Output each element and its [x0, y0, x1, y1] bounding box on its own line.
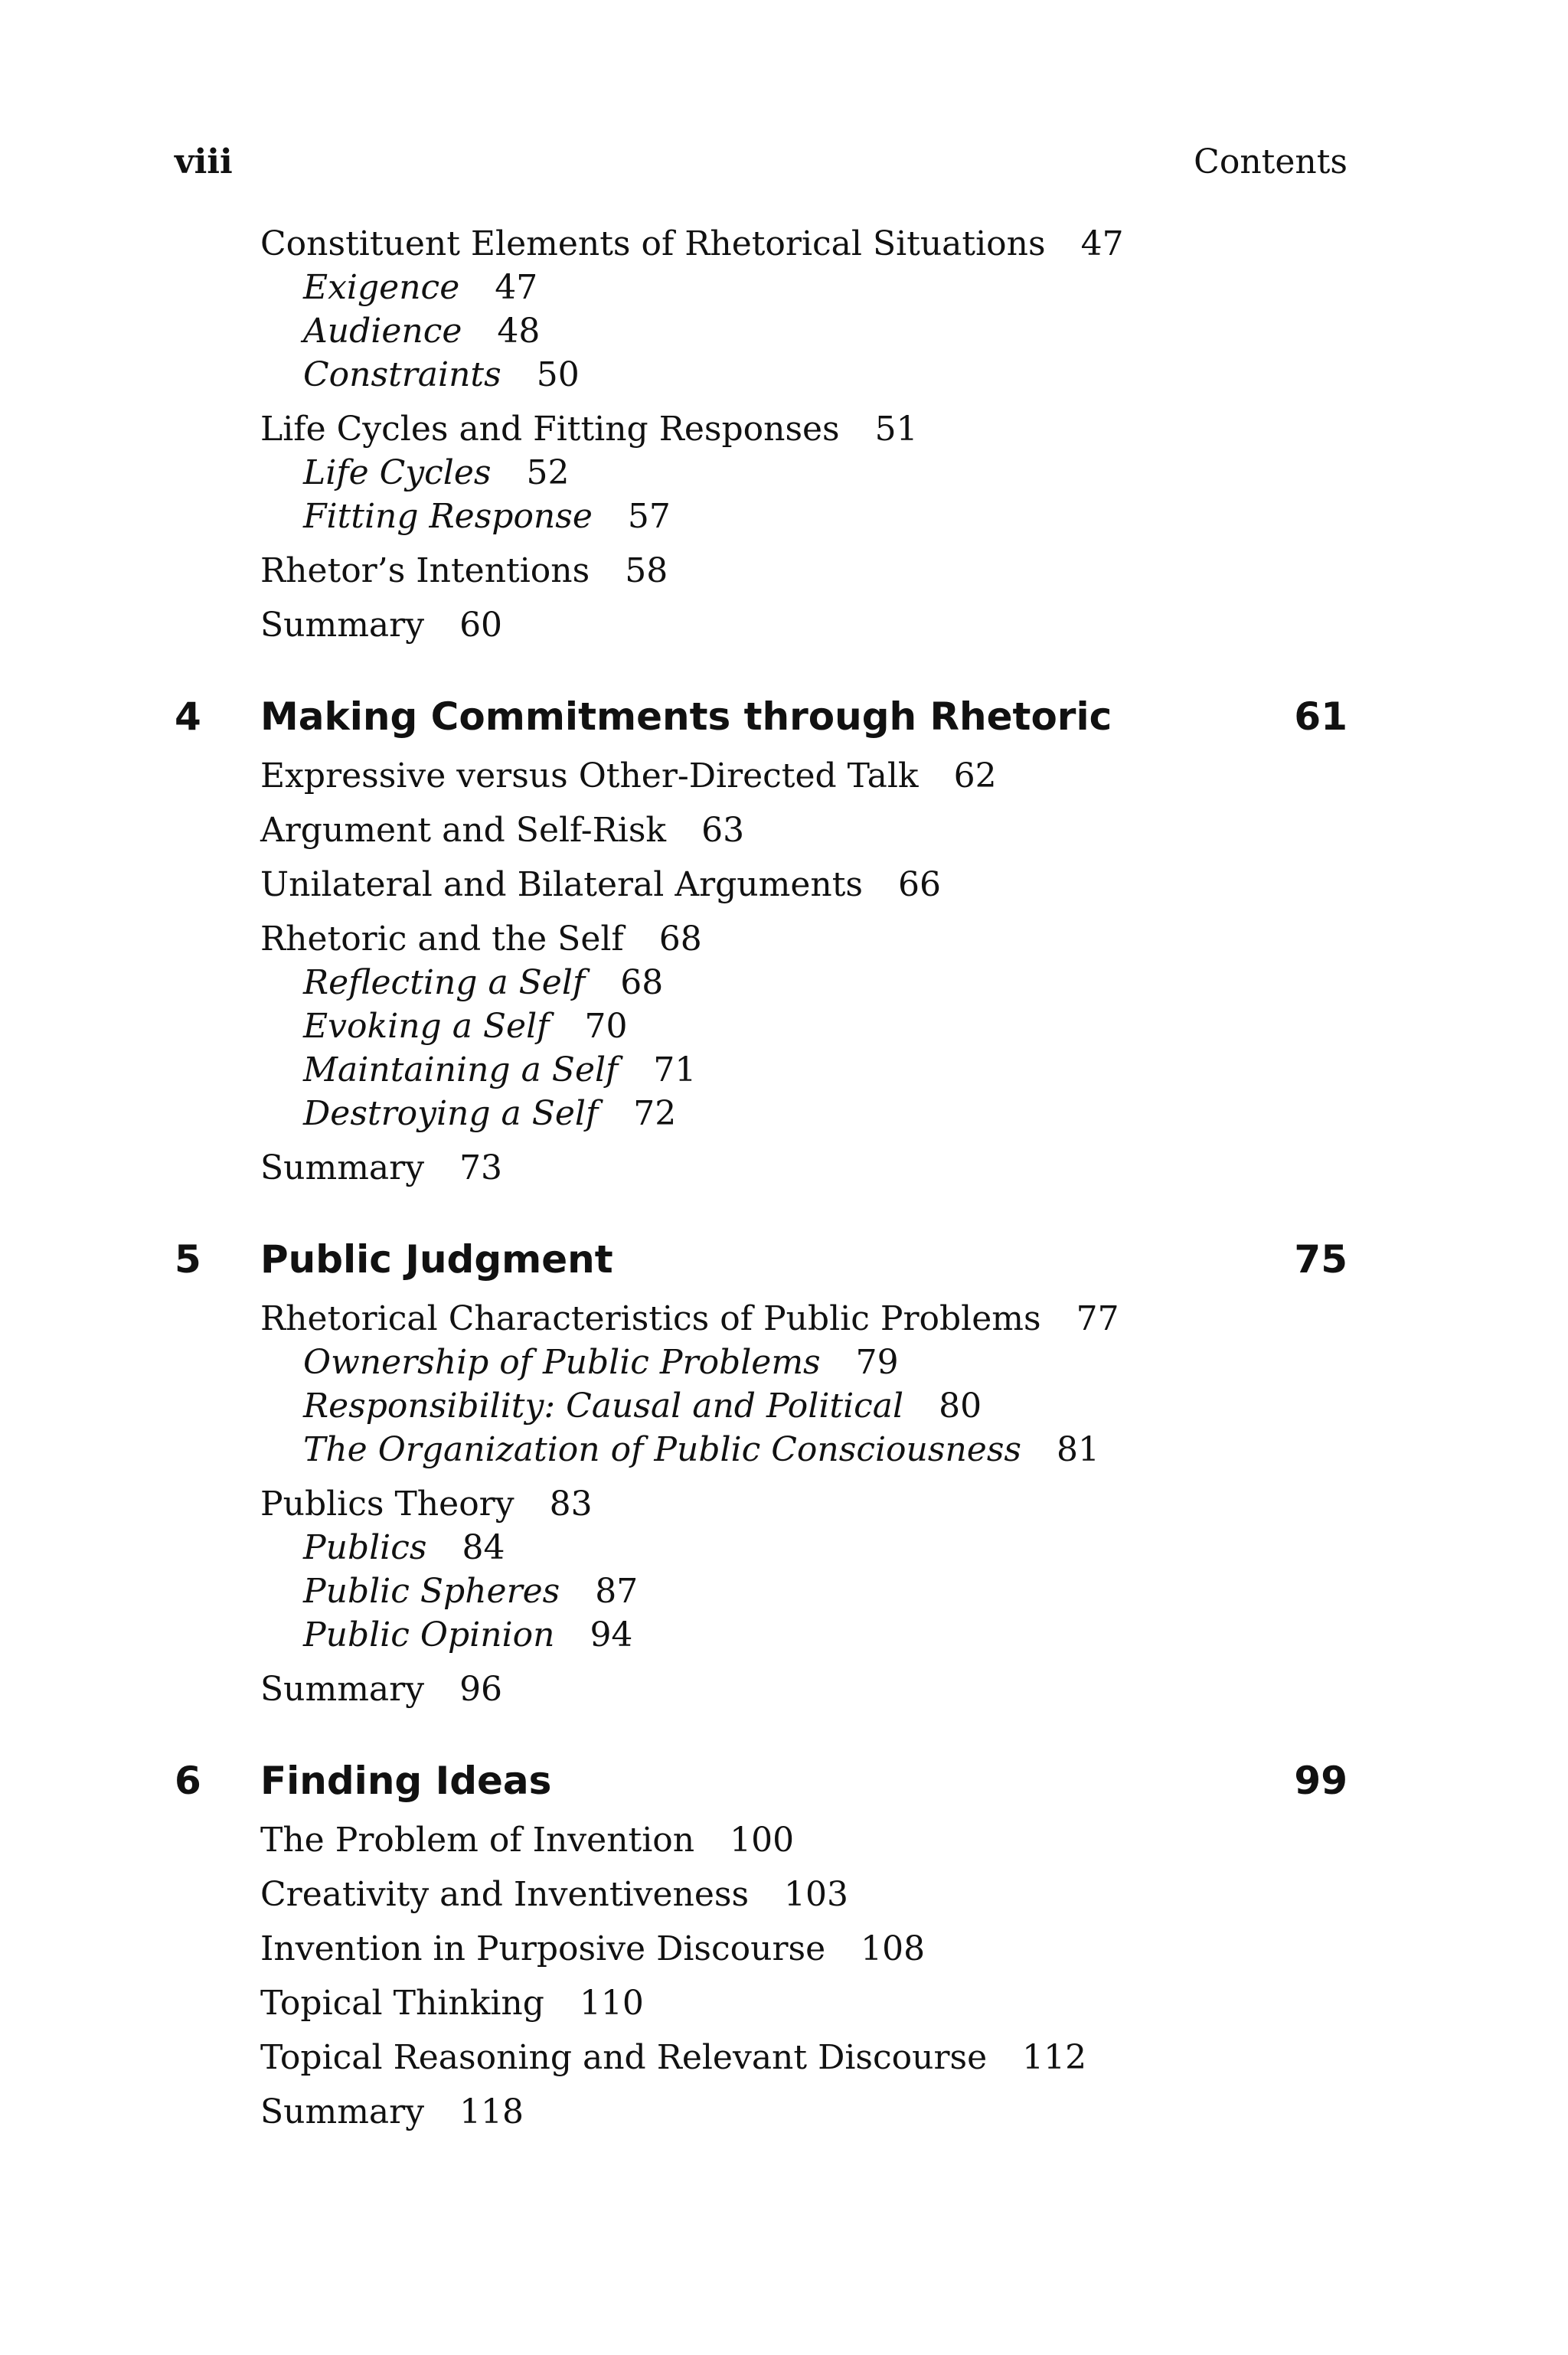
section-title: Summary — [260, 2092, 425, 2131]
subsection-title: Responsibility: Causal and Political — [303, 1387, 904, 1426]
toc-section — [175, 603, 1348, 647]
subsection-title: Fitting Response — [303, 497, 593, 536]
section-page: 60 — [459, 606, 503, 645]
section-title: Expressive versus Other-Directed Talk — [260, 756, 919, 795]
section-page: 100 — [730, 1821, 795, 1860]
subsection-page: 70 — [584, 1007, 628, 1046]
section-page: 118 — [459, 2092, 524, 2131]
section-title: Constituent Elements of Rhetorical Situations — [260, 224, 1046, 263]
toc-subsection — [175, 1569, 1348, 1613]
section-title: Argument and Self-Risk — [260, 811, 667, 850]
chapter-number: 6 — [175, 1759, 201, 1803]
toc-section — [175, 2036, 1348, 2079]
chapter-heading — [175, 690, 1348, 743]
toc-subsection — [175, 495, 1348, 538]
subsection-title: Destroying a Self — [303, 1094, 599, 1133]
subsection-title: Public Spheres — [303, 1572, 560, 1611]
toc-section — [175, 917, 1348, 961]
toc-subsection — [175, 1613, 1348, 1657]
section-page: 58 — [625, 551, 668, 590]
subsection-title: Constraints — [303, 355, 501, 394]
subsection-page: 94 — [590, 1615, 633, 1654]
section-title: Publics Theory — [260, 1485, 514, 1524]
subsection-page: 81 — [1057, 1430, 1099, 1469]
table-of-contents — [175, 222, 1348, 2134]
chapter-heading — [175, 1233, 1348, 1286]
chapter-number: 5 — [175, 1237, 201, 1282]
toc-subsection — [175, 1048, 1348, 1092]
toc-section — [175, 1927, 1348, 1971]
toc-section — [175, 407, 1348, 451]
section-page: 96 — [459, 1670, 503, 1709]
toc-subsection — [175, 1384, 1348, 1428]
subsection-page: 72 — [633, 1094, 677, 1133]
section-title: Topical Reasoning and Relevant Discourse — [260, 2038, 988, 2077]
toc-section — [175, 1146, 1348, 1190]
subsection-page: 50 — [536, 355, 580, 394]
subsection-page: 68 — [620, 963, 664, 1002]
section-title: The Problem of Invention — [260, 1821, 695, 1860]
toc-section — [175, 1873, 1348, 1916]
toc-section — [175, 549, 1348, 593]
subsection-title: Reflecting a Self — [303, 963, 586, 1002]
subsection-page: 87 — [595, 1572, 639, 1611]
section-title: Rhetoric and the Self — [260, 919, 624, 959]
section-title: Unilateral and Bilateral Arguments — [260, 865, 863, 904]
toc-section — [175, 1297, 1348, 1341]
section-page: 110 — [579, 1984, 644, 2023]
subsection-title: Audience — [303, 312, 462, 351]
running-head: Contents — [1194, 142, 1348, 181]
subsection-title: Publics — [303, 1528, 427, 1567]
subsection-title: Exigence — [303, 268, 460, 307]
section-title: Summary — [260, 1148, 425, 1187]
toc-subsection — [175, 451, 1348, 495]
toc-subsection — [175, 1341, 1348, 1384]
section-page: 51 — [874, 410, 918, 449]
toc-subsection — [175, 1004, 1348, 1048]
toc-subsection — [175, 1428, 1348, 1471]
section-page: 103 — [784, 1875, 849, 1914]
chapter-page: 75 — [1294, 1237, 1348, 1282]
section-page: 63 — [701, 811, 745, 850]
page-number: viii — [175, 142, 233, 181]
chapter-page: 99 — [1294, 1759, 1348, 1803]
subsection-title: Ownership of Public Problems — [303, 1343, 821, 1382]
section-page: 112 — [1022, 2038, 1087, 2077]
section-page: 108 — [861, 1929, 926, 1968]
subsection-page: 52 — [526, 453, 570, 492]
toc-subsection — [175, 1526, 1348, 1569]
subsection-title: Life Cycles — [303, 453, 492, 492]
toc-section — [175, 1981, 1348, 2025]
subsection-title: Maintaining a Self — [303, 1050, 619, 1089]
subsection-page: 48 — [497, 312, 541, 351]
subsection-page: 47 — [495, 268, 538, 307]
section-page: 83 — [549, 1485, 593, 1524]
subsection-page: 84 — [462, 1528, 505, 1567]
toc-subsection — [175, 1092, 1348, 1135]
section-title: Rhetor’s Intentions — [260, 551, 590, 590]
toc-section — [175, 808, 1348, 852]
section-page: 47 — [1080, 224, 1124, 263]
subsection-page: 57 — [627, 497, 671, 536]
toc-subsection — [175, 266, 1348, 309]
subsection-title: Evoking a Self — [303, 1007, 550, 1046]
chapter-page: 61 — [1294, 694, 1348, 739]
subsection-title: The Organization of Public Consciousness — [303, 1430, 1021, 1469]
page-header — [175, 142, 1348, 188]
toc-section — [175, 1818, 1348, 1862]
section-title: Invention in Purposive Discourse — [260, 1929, 826, 1968]
toc-subsection — [175, 353, 1348, 397]
toc-section — [175, 1667, 1348, 1711]
section-title: Creativity and Inventiveness — [260, 1875, 750, 1914]
subsection-page: 79 — [855, 1343, 899, 1382]
section-page: 73 — [459, 1148, 503, 1187]
toc-section — [175, 754, 1348, 798]
chapter-heading — [175, 1754, 1348, 1808]
section-page: 62 — [953, 756, 997, 795]
section-title: Rhetorical Characteristics of Public Problems — [260, 1299, 1041, 1338]
toc-subsection — [175, 309, 1348, 353]
subsection-page: 80 — [939, 1387, 982, 1426]
chapter-title: Public Judgment — [260, 1237, 613, 1282]
section-page: 66 — [898, 865, 941, 904]
section-page: 68 — [658, 919, 702, 959]
section-title: Summary — [260, 606, 425, 645]
toc-section — [175, 222, 1348, 266]
chapter-title: Making Commitments through Rhetoric — [260, 694, 1112, 739]
section-title: Summary — [260, 1670, 425, 1709]
chapter-title: Finding Ideas — [260, 1759, 552, 1803]
subsection-page: 71 — [653, 1050, 697, 1089]
toc-section — [175, 1482, 1348, 1526]
subsection-title: Public Opinion — [303, 1615, 555, 1654]
section-title: Topical Thinking — [260, 1984, 544, 2023]
section-page: 77 — [1076, 1299, 1119, 1338]
toc-section — [175, 863, 1348, 906]
toc-subsection — [175, 961, 1348, 1004]
chapter-number: 4 — [175, 694, 201, 739]
toc-section — [175, 2090, 1348, 2134]
section-title: Life Cycles and Fitting Responses — [260, 410, 840, 449]
